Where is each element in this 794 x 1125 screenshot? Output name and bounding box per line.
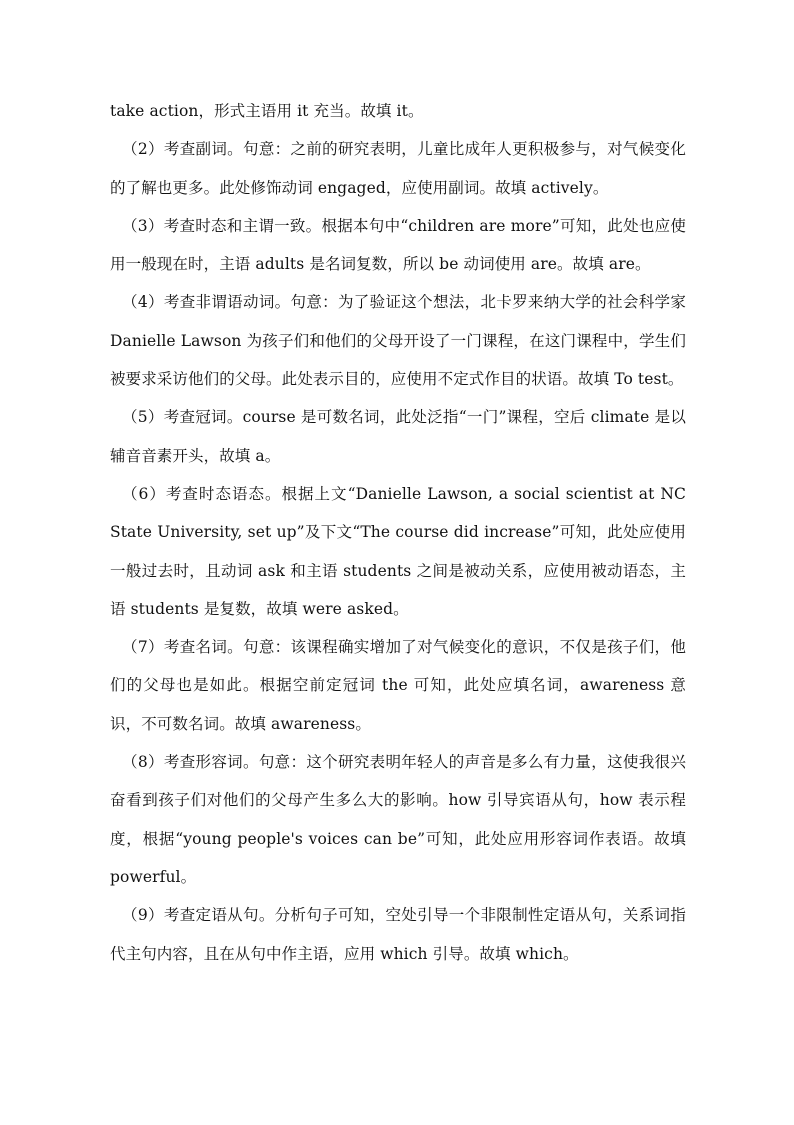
paragraph-item-5	[110, 398, 686, 475]
paragraph-continuation	[110, 92, 686, 130]
paragraph-text: 考查时态和主谓一致。根据本句中“children are more”可知，此处也应使用一般现在时，主语 adults 是名词复数，所以 be 动词使用 are。故填 are。	[110, 216, 687, 274]
item-number: （9）	[122, 906, 164, 925]
paragraph-item-6	[110, 475, 686, 628]
answer-explanation-text	[110, 92, 686, 973]
item-number: （3）	[122, 216, 164, 235]
paragraph-item-3	[110, 207, 686, 284]
paragraph-item-7	[110, 628, 686, 743]
item-number: （4）	[122, 293, 164, 312]
paragraph-item-8	[110, 743, 686, 896]
paragraph-text: 考查名词。句意：该课程确实增加了对气候变化的意识，不仅是孩子们，他们的父母也是如此。根据空前定冠词 the 可知，此处应填名词，awareness 意识，不可数名词。故填 awareness。	[110, 638, 686, 733]
item-number: （5）	[122, 408, 164, 427]
paragraph-item-2	[110, 130, 686, 207]
paragraph-text: take action，形式主语用 it 充当。故填 it。	[110, 102, 424, 120]
paragraph-text: 考查时态语态。根据上文“Danielle Lawson, a social scientist at NC State University, set up”及下文“The course did increase”可知，此处应使用一般过去时，且动词 ask 和主语 students 之间是被动关系，应使用被动语态，主语 students 是复数，故填 were asked。	[110, 484, 686, 618]
item-number: （7）	[122, 638, 164, 657]
item-number: （8）	[122, 753, 164, 772]
paragraph-text: 考查冠词。course 是可数名词，此处泛指“一门”课程，空后 climate 是以辅音音素开头，故填 a。	[110, 408, 686, 465]
item-number: （6）	[122, 484, 166, 503]
item-number: （2）	[122, 140, 164, 159]
paragraph-text: 考查定语从句。分析句子可知，空处引导一个非限制性定语从句，关系词指代主句内容，且在从句中作主语，应用 which 引导。故填 which。	[110, 906, 686, 963]
paragraph-item-9	[110, 896, 686, 973]
paragraph-text: 考查副词。句意：之前的研究表明，儿童比成年人更积极参与，对气候变化的了解也更多。此处修饰动词 engaged，应使用副词。故填 actively。	[110, 140, 686, 197]
paragraph-text: 考查非谓语动词。句意：为了验证这个想法，北卡罗来纳大学的社会科学家 Danielle Lawson 为孩子们和他们的父母开设了一门课程，在这门课程中，学生们被要求采访他们的父母。此处表示目的，应使用不定式作目的状语。故填 To test。	[110, 293, 686, 389]
paragraph-text: 考查形容词。句意：这个研究表明年轻人的声音是多么有力量，这使我很兴奋看到孩子们对他们的父母产生多么大的影响。how 引导宾语从句，how 表示程度，根据“young people's voices can be”可知，此处应用形容词作表语。故填 powerful。	[110, 753, 686, 886]
paragraph-item-4	[110, 283, 686, 398]
